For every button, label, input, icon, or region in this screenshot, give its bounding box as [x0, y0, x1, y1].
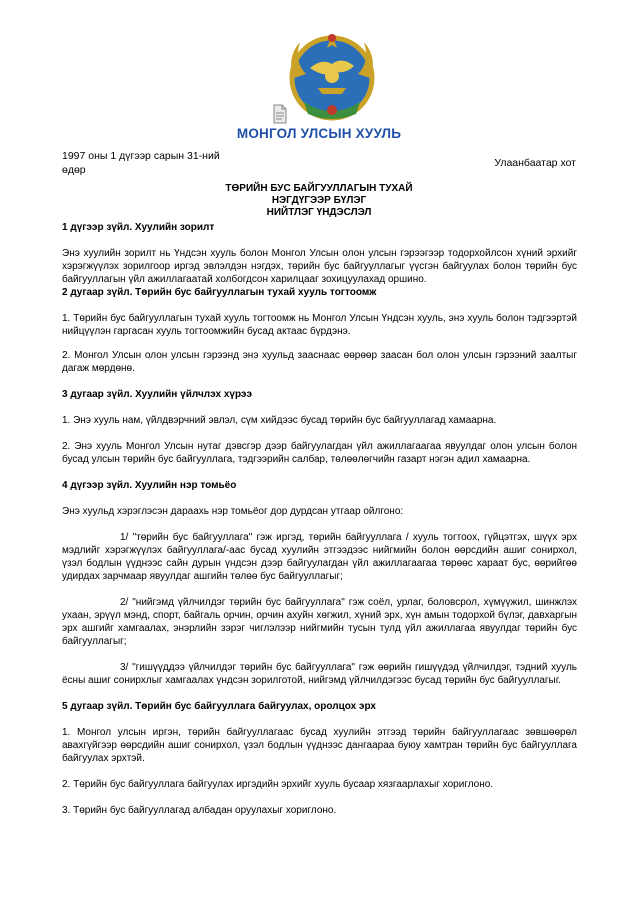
article-paragraph: 1. Монгол улсын иргэн, төрийн байгууллагаас бусад хуулийн этгээд төрийн байгууллагаас зөвшөөрөл авахгүйгээр өөрсдийн ашиг сонирхол, үзэл бодлын үүднээс дангаараа буюу хамтран төрийн бус байгууллага байгуулах эрхтэй.	[62, 727, 577, 764]
article-paragraph: 2. Монгол Улсын олон улсын гэрээнд энэ хуульд зааснаас өөрөөр заасан бол олон улсын гэрээний заалтыг дагаж мөрдөнө.	[62, 350, 577, 374]
chapter-number: НЭГДҮГЭЭР БҮЛЭГ	[271, 195, 367, 206]
law-title-block	[0, 183, 638, 219]
law-place: Улаанбаатар хот	[494, 157, 576, 169]
definition-item: 3/ "гишүүддээ үйлчилдэг төрийн бус байгууллага" гэж өөрийн гишүүдэд үйлчилдэг, тэдний хууль ёсны ашиг сонирхлыг хамгаалах үндсэн зорилготой, нийгэмд үйлчилдэгээс бусад төрийн бус байгууллагыг.	[62, 662, 577, 686]
definition-item: 2/ "нийгэмд үйлчилдэг төрийн бус байгууллага" гэж соёл, урлаг, боловсрол, хүмүүжил, шинжлэх ухаан, эрүүл мэнд, спорт, байгаль орчин, орчин ахуйн хөгжил, хүний эрх, хүн амын тодорхой бүлэг, давхаргын эрх ашгийг хамгаалах, энэрлийн зэрэг чиглэлээр нийгмийн тусын тулд үйл ажиллагаа явуулдаг төрийн бус байгууллагыг;	[62, 597, 577, 647]
article-heading: 3 дугаар зүйл. Хуулийн үйлчлэх хүрээ	[62, 389, 252, 400]
article-paragraph: 1. Төрийн бус байгууллагын тухай хууль тогтоомж нь Монгол Улсын Үндсэн хууль, энэ хууль болон тэдгээртэй нийцүүлэн гаргасан хууль тогтоомжийн бусад актаас бүрдэнэ.	[62, 313, 577, 337]
article-paragraph: 2. Төрийн бус байгууллага байгуулах иргэдийн эрхийг хууль бусаар хязгаарлахыг хориглоно.	[62, 779, 494, 790]
article-paragraph: 3. Төрийн бус байгууллагад албадан оруулахыг хориглоно.	[62, 805, 337, 816]
article-heading: 4 дүгээр зүйл. Хуулийн нэр томьёо	[62, 480, 237, 491]
article-heading: 1 дүгээр зүйл. Хуулийн зорилт	[62, 222, 215, 233]
state-emblem-icon	[284, 28, 380, 126]
law-body	[62, 221, 577, 817]
chapter-title: НИЙТЛЭГ ҮНДЭСЛЭЛ	[266, 207, 372, 218]
law-title-line: ТӨРИЙН БУС БАЙГУУЛЛАГЫН ТУХАЙ	[225, 183, 413, 194]
article-paragraph: Энэ хуулийн зорилт нь Үндсэн хууль болон Монгол Улсын олон улсын гэрээгээр тодорхойлсон хүний эрхийг хэрэгжүүлэх зорилгоор иргэд эвлэлдэн нэгдэх, төрийн бус байгууллагыг үүсгэн байгуулах болон төрийн бус байгууллагын үйл ажиллагаатай холбогдсон харилцааг зохицуулахад оршино.	[62, 248, 577, 285]
article-paragraph: 2. Энэ хууль Монгол Улсын нутаг дэвсгэр дээр байгуулагдан үйл ажиллагаагаа явуулдаг олон улсын болон бусад улсын төрийн бус байгууллага, тэдгээрийн салбар, төлөөлөгчийн газарт нэгэн адил хамаарна.	[62, 441, 577, 465]
law-date: 1997 оны 1 дүгээр сарын 31-ний өдөр	[62, 150, 220, 176]
article-paragraph: Энэ хуульд хэрэглэсэн дараахь нэр томьёог дор дурдсан утгаар ойлгоно:	[62, 506, 404, 517]
document-icon	[272, 104, 288, 124]
article-heading: 2 дугаар зүйл. Төрийн бус байгууллагын тухай хууль тогтоомж	[62, 287, 377, 298]
page-title: МОНГОЛ УЛСЫН ХУУЛЬ	[236, 126, 402, 141]
article-heading: 5 дугаар зүйл. Төрийн бус байгууллага байгуулах, оролцох эрх	[62, 701, 376, 712]
definition-item: 1/ "төрийн бус байгууллага" гэж иргэд, төрийн байгууллага / хууль тогтоох, гүйцэтгэх, шүүх эрх мэдлийг хэрэгжүүлэх байгууллага/-аас бусад хуулийн этгээдээс нийгмийн болон өөрсдийн ашиг сонирхол, үзэл бодлын үүднээс сайн дурын үндсэн дээр байгуулагдан үйл ажиллагаагаа төрөөс хараат бус, өөрийгөө удирдах зарчмаар явуулдаг ашгийн төлөө бус байгууллагыг;	[62, 532, 577, 582]
article-paragraph: 1. Энэ хууль нам, үйлдвэрчний эвлэл, сүм хийдээс бусад төрийн бус байгууллагад хамаарна.	[62, 415, 497, 426]
